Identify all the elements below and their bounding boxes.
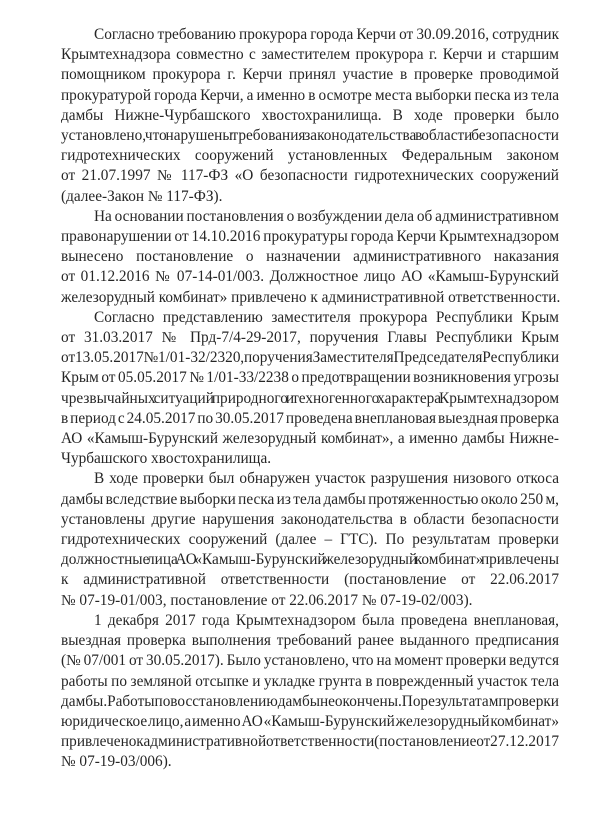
- text-line: вынесено постановление о назначении административного наказания: [61, 248, 559, 266]
- text-line: 1 декабря 2017 года Крымтехнадзором была проведена внеплановая,: [94, 611, 559, 629]
- text-line: привлечено к административной ответственности (постановление от 27.12.2017: [61, 733, 560, 751]
- text-line: от 21.07.1997 № 117-ФЗ «О безопасности гидротехнических сооружений: [61, 167, 559, 185]
- text-line: прокуратурой города Керчи, а именно в осмотре места выборки песка из тела: [61, 86, 559, 104]
- text-line: юридическое лицо, а именно АО «Камыш-Бурунский железорудный комбинат»: [61, 712, 559, 730]
- text-line: Чурбашского хвостохранилища.: [61, 450, 272, 468]
- text-line: чрезвычайных ситуаций природного и техногенного характера Крымтехнадзором: [61, 389, 559, 407]
- text-line: дамбы. Работы по восстановлению дамбы не окончены. По результатам проверки: [61, 692, 559, 710]
- text-line: установлено, что нарушены требования законодательства в области безопасности: [61, 127, 559, 145]
- document-page: [61, 25, 559, 773]
- text-line: (№ 07/001 от 30.05.2017). Было установлено, что на момент проверки ведутся: [61, 652, 559, 670]
- text-line: в период с 24.05.2017 по 30.05.2017 проведена внеплановая выездная проверка: [61, 409, 559, 427]
- text-line: от 13.05.2017 № 1/01-32/2320 , поручения Заместителя Председателя Республики: [61, 349, 560, 367]
- text-line: В ходе проверки был обнаружен участок разрушения низового откоса: [94, 470, 559, 488]
- text-line: к административной ответственности (постановление от 22.06.2017: [61, 571, 559, 589]
- paragraph-3: [61, 308, 559, 470]
- text-line: работы по земляной отсыпке и укладке грунта в поврежденный участок тела: [61, 672, 560, 690]
- text-line: гидротехнических сооружений установленных Федеральным законом: [61, 147, 559, 165]
- text-line: (далее-Закон № 117-ФЗ).: [61, 187, 223, 205]
- text-line: Согласно требованию прокурора города Керчи от 30.09.2016, сотрудник: [94, 26, 559, 43]
- paragraph-2: [61, 207, 559, 308]
- text-line: железорудный комбинат» привлечено к административной ответственности.: [61, 288, 561, 306]
- text-line: дамбы вследствие выборки песка из тела дамбы протяженностью около 250 м,: [61, 490, 559, 508]
- text-line: № 07-19-03/006).: [61, 753, 172, 771]
- text-line: должностные лица АО «Камыш-Бурунский железорудный комбинат» привлечены: [61, 551, 559, 569]
- text-line: правонарушении от 14.10.2016 прокуратуры города Керчи Крымтехнадзором: [61, 228, 559, 246]
- text-line: выездная проверка выполнения требований ранее выданного предписания: [61, 632, 559, 650]
- paragraph-1: [61, 25, 559, 207]
- text-line: дамбы Нижне-Чурбашского хвостохранилища. В ходе проверки было: [61, 106, 559, 124]
- text-line: от 31.03.2017 № Прд-7/4-29-2017, поручения Главы Республики Крым: [61, 329, 559, 347]
- text-line: На основании постановления о возбуждении дела об административном: [94, 207, 559, 225]
- text-line: Крымтехнадзора совместно с заместителем прокурора г. Керчи и старшим: [61, 46, 559, 64]
- text-line: от 01.12.2016 № 07-14-01/003. Должностное лицо АО «Камыш-Бурунский: [61, 268, 559, 286]
- text-line: установлены другие нарушения законодательства в области безопасности: [61, 510, 559, 528]
- text-line: Согласно представлению заместителя прокурора Республики Крым: [94, 308, 559, 326]
- text-line: Крым от 05.05.2017 № 1/01-33/2238 о предотвращении возникновения угрозы: [61, 369, 560, 387]
- paragraph-5: [61, 611, 559, 773]
- text-line: № 07-19-01/003, постановление от 22.06.2017 № 07-19-02/003).: [61, 591, 473, 609]
- text-line: АО «Камыш-Бурунский железорудный комбинат», а именно дамбы Нижне-: [61, 430, 559, 448]
- text-line: гидротехнических сооружений (далее – ГТС). По результатам проверки: [61, 531, 559, 549]
- paragraph-4: [61, 469, 559, 610]
- text-line: помощником прокурора г. Керчи принял участие в проверке проводимой: [61, 66, 559, 84]
